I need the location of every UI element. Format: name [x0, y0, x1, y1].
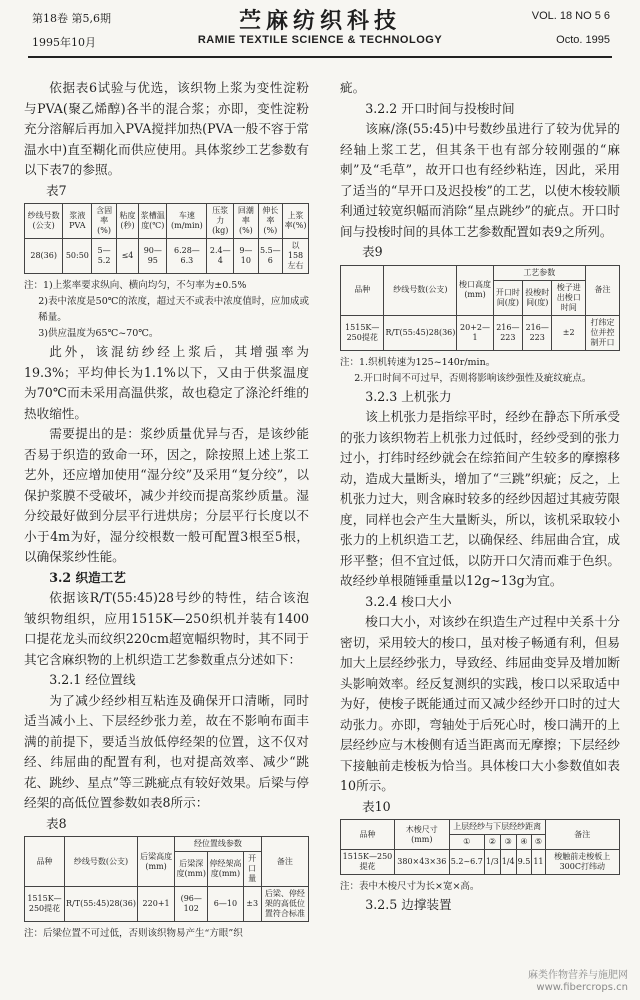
table-header-row — [341, 265, 620, 280]
table-note: 注：1.织机转速为125~140r/min。 — [340, 356, 496, 368]
table-header-cell: ④ — [516, 835, 532, 850]
paragraph: 此外，该混纺纱经上浆后，其增强率为19.3%；平均伸长为1.1%以下，又由于供浆温度为70℃而未采用高温供浆，故也稳定了涤沦纤维的热收缩性。 — [24, 344, 309, 421]
table-cell: 380×43×36 — [394, 850, 449, 875]
table-header-cell: 品种 — [341, 265, 384, 315]
paragraph: 依据该R/T(55:45)28号纱的特性，结合该泡皱织物组织，应用1515K—250织机并装有1400口提花龙头而纹织220cm超宽幅织物时，其不同于其它含麻织物的上机织造工艺参数重点分述如下： — [24, 590, 309, 667]
table-header-row — [25, 204, 309, 239]
table-header-cell: 经位置线参数 — [175, 837, 262, 852]
table-header-cell: 后梁高度(mm) — [137, 837, 174, 887]
table-cell: 20+2—1 — [457, 315, 493, 350]
table-cell: 9—10 — [234, 239, 258, 274]
table-note: 2.开口时间不可过早，否则将影响该纱强性及疵纹疵点。 — [354, 372, 592, 384]
table-header-cell: ① — [449, 835, 484, 850]
table-cell: 28(36) — [25, 239, 63, 274]
table-header-cell: 备注 — [261, 837, 308, 887]
table-header-cell: ③ — [500, 835, 516, 850]
table-header-cell: 投梭时间(度) — [523, 280, 552, 315]
table-note: 2)表中浓度是50℃的浓度，超过天不或表中浓度值时，应加成或稀量。 — [38, 296, 309, 323]
table-header-cell: 后梁深度(mm) — [175, 852, 208, 887]
table-row — [341, 850, 620, 875]
table-cell: 216—223 — [523, 315, 552, 350]
table-header-cell: 纱线号数(公支) — [384, 265, 457, 315]
page-header — [0, 0, 640, 60]
table-header-cell: 纱线号数(公支) — [25, 204, 63, 239]
table-header-cell: 备注 — [545, 820, 619, 850]
table-row — [25, 239, 309, 274]
table-7 — [24, 203, 309, 274]
paragraph-continued: 疵。 — [340, 80, 366, 95]
table-header-cell: 工艺参数 — [493, 265, 585, 280]
table-header-cell: ⑤ — [532, 835, 545, 850]
table-note: 注：后梁位置不可过低，否则该织物易产生“方眼”织 — [24, 928, 243, 939]
paragraph: 该麻/涤(55:45)中号数纱虽进行了较为优异的经轴上浆工艺，但其条干也有部分较刚强的“麻刺”及“毛草”，故开口也有经纱粘连，因此，采用了适当的“早开口及迟投梭”的工艺，以使木梭较顺利通过较宽织幅而消除“星点跳纱”的疵点。开口时间与投梭时间的具体工艺参数配置如表9之所列。 — [340, 121, 620, 239]
table-cell: 220+1 — [137, 887, 174, 922]
subsection-heading: 3.2.2 开口时间与投梭时间 — [365, 100, 515, 116]
table-cell: R/T(55:45)28(36) — [384, 315, 457, 350]
table-10 — [340, 819, 620, 875]
paragraph: 需要提出的是：浆纱质量优异与否，是该纱能否易于织造的致命一环，因之，除按照上述上浆工艺外，还应增加使用“湿分绞”及采用“复分绞”，以保护浆膜不受破坏，减少并绞而提高浆纱质量。湿分绞最好做到分层平行进烘房；分层平行长度以不小于4m为好，湿分绞根数一般可配置3根至5根，以确保浆纱性能。 — [24, 426, 309, 564]
table-note: 注：表中木梭尺寸为长×宽×高。 — [340, 881, 480, 892]
table-caption: 表8 — [46, 815, 67, 831]
watermark — [528, 970, 628, 994]
table-cell: R/T(55:45)28(36) — [65, 887, 138, 922]
table-header-cell: 压浆力(kg) — [207, 204, 234, 239]
issue-date: 1995年10月 — [32, 36, 96, 49]
paragraph: 依据表6试验与优选，该织物上浆为变性淀粉与PVA(聚乙烯醇)各半的混合浆；亦即，变性淀粉充分溶解后再加入PVA搅拌加热(PVA一般不容于常温水中)直至糊化而供应使用。具体浆纱工艺参数有以下表7的参照。 — [24, 80, 309, 177]
table-cell: 打纬定位并控制开口 — [585, 315, 619, 350]
right-column — [340, 78, 620, 916]
table-cell: 1/3 — [484, 850, 500, 875]
table-header-cell: 木梭尺寸(mm) — [394, 820, 449, 850]
table-cell: ±3 — [243, 887, 261, 922]
table-header-cell: 停经架高度(mm) — [208, 852, 243, 887]
table-header-cell: 品种 — [25, 837, 65, 887]
table-cell: 2.4—4 — [207, 239, 234, 274]
subsection-heading: 3.2.1 经位置线 — [49, 672, 136, 687]
table-header-cell: 回潮率(%) — [234, 204, 258, 239]
table-header-cell: 伸长率(%) — [258, 204, 282, 239]
table-header-cell: 开口量 — [243, 852, 261, 887]
table-note: 注：1)上浆率要求纵向、横向均匀，不匀率为±0.5% — [24, 280, 247, 291]
volume-en: VOL. 18 NO 5 6 — [531, 10, 610, 22]
journal-title: 苎麻纺织科技 — [238, 8, 401, 34]
table-header-cell: 浆液PVA — [63, 204, 92, 239]
header-rule — [28, 56, 612, 58]
table-cell: 5.5—6 — [258, 239, 282, 274]
table-header-cell: 浆槽温度(℃) — [139, 204, 167, 239]
table-8 — [24, 836, 309, 922]
table-header-cell: 纱线号数(公支) — [65, 837, 138, 887]
table-header-cell: 梭子进出梭口时间 — [552, 280, 586, 315]
table-cell: ≤4 — [116, 239, 138, 274]
table-9 — [340, 265, 620, 351]
table-cell: 11 — [532, 850, 545, 875]
table-cell: 6.28—6.3 — [167, 239, 207, 274]
section-heading: 3.2 织造工艺 — [49, 569, 126, 585]
table-cell: 1/4 — [500, 850, 516, 875]
table-header-cell: 备注 — [585, 265, 619, 315]
table-header-row — [341, 820, 620, 835]
table-header-cell: 含固率(%) — [92, 204, 116, 239]
table-cell: 以158左右 — [283, 239, 309, 274]
table-cell: 后梁、停经架的高低位置符合标准 — [261, 887, 308, 922]
table-cell: 梭触前走梭板上300C打纬动 — [545, 850, 619, 875]
table-cell: 1515K—250提花 — [341, 850, 395, 875]
table-note: 3)供应温度为65℃~70℃。 — [38, 328, 159, 339]
table-cell: ±2 — [552, 315, 586, 350]
table-cell: 1515K—250提花 — [341, 315, 384, 350]
table-header-cell: 粘度(秒) — [116, 204, 138, 239]
table-cell: 216—223 — [493, 315, 522, 350]
subsection-heading: 3.2.3 上机张力 — [365, 388, 452, 404]
table-caption: 表9 — [362, 244, 383, 259]
subsection-heading: 3.2.5 边撑装置 — [365, 897, 452, 912]
table-cell: 6—10 — [208, 887, 243, 922]
table-row — [341, 315, 620, 350]
volume-issue: 第18卷 第5,6期 — [32, 12, 111, 25]
journal-title-en: RAMIE TEXTILE SCIENCE & TECHNOLOGY — [197, 34, 443, 46]
date-en: Octo. 1995 — [556, 34, 610, 46]
table-cell: 5—5.2 — [92, 239, 116, 274]
table-cell: 1515K—250提花 — [25, 887, 65, 922]
table-header-cell: 品种 — [341, 820, 395, 850]
table-header-cell: ② — [484, 835, 500, 850]
table-caption: 表7 — [46, 182, 67, 198]
table-caption: 表10 — [362, 798, 391, 814]
table-header-cell: 开口时间(度) — [493, 280, 522, 315]
table-cell: 9.5 — [516, 850, 532, 875]
table-cell: 5.2~6.7 — [449, 850, 484, 875]
paragraph: 该上机张力是指综平时，经纱在静态下所承受的张力该织物若上机张力过低时，经纱受到的张力过小，打纬时经纱就会在综筘间产生较多的摩擦移动，造成大量断头，增加了“三跳”织疵；反之，上机张力过大，则含麻时较多的经纱因超过其疲劳限度，同样也会产生大量断头，所以，该机采取较小张力的上机织造工艺，以确保经、纬屈曲合宜，成形平整；但不宜过低，以防开口欠清而难于色织。故经纱单根随锤重量以12g~13g为宜。 — [340, 409, 620, 588]
left-column — [24, 78, 309, 942]
watermark-line: www.fibercrops.cn — [536, 982, 628, 993]
table-header-cell: 车速(m/min) — [167, 204, 207, 239]
table-header-cell: 上浆率(%) — [283, 204, 309, 239]
paragraph: 为了减少经纱相互粘连及确保开口清晰，同时适当减小上、下层经纱张力差，故在不影响布面丰满的前提下，要适当放低停经架的位置，这不仅对经、纬屈曲的配置有利，也对提高效率、减少“跳花、跳纱、星点”等三跳疵点有较好效果。后梁与停经架的高低位置参数如表8所示： — [24, 692, 309, 810]
table-row — [25, 887, 309, 922]
paragraph: 梭口大小，对该纱在织造生产过程中关系十分密切，采用较大的梭口，虽对梭子畅通有利，但易加大上层经纱张力，导致经、纬屈曲变异及增加断头影响效率。经反复测织的实践，梭口以采取适中为好，使梭子既能通过而又减少经纱开口时的过大动张力。亦即，弯轴处于后死心时，梭口满开的上层经纱应与木梭侧有适当距离而无摩擦；下层经纱下接触前走梭板为恰当。具体梭口大小参数值如表10所示。 — [340, 614, 620, 793]
table-cell: 90—95 — [139, 239, 167, 274]
subsection-heading: 3.2.4 梭口大小 — [365, 593, 452, 609]
table-header-row — [25, 837, 309, 852]
table-cell: 50:50 — [63, 239, 92, 274]
watermark-line: 麻类作物营养与施肥网 — [528, 970, 628, 981]
table-cell: (96—102 — [175, 887, 208, 922]
table-header-cell: 上层经纱与下层经纱距离 — [449, 820, 545, 835]
table-header-cell: 梭口高度(mm) — [457, 265, 493, 315]
